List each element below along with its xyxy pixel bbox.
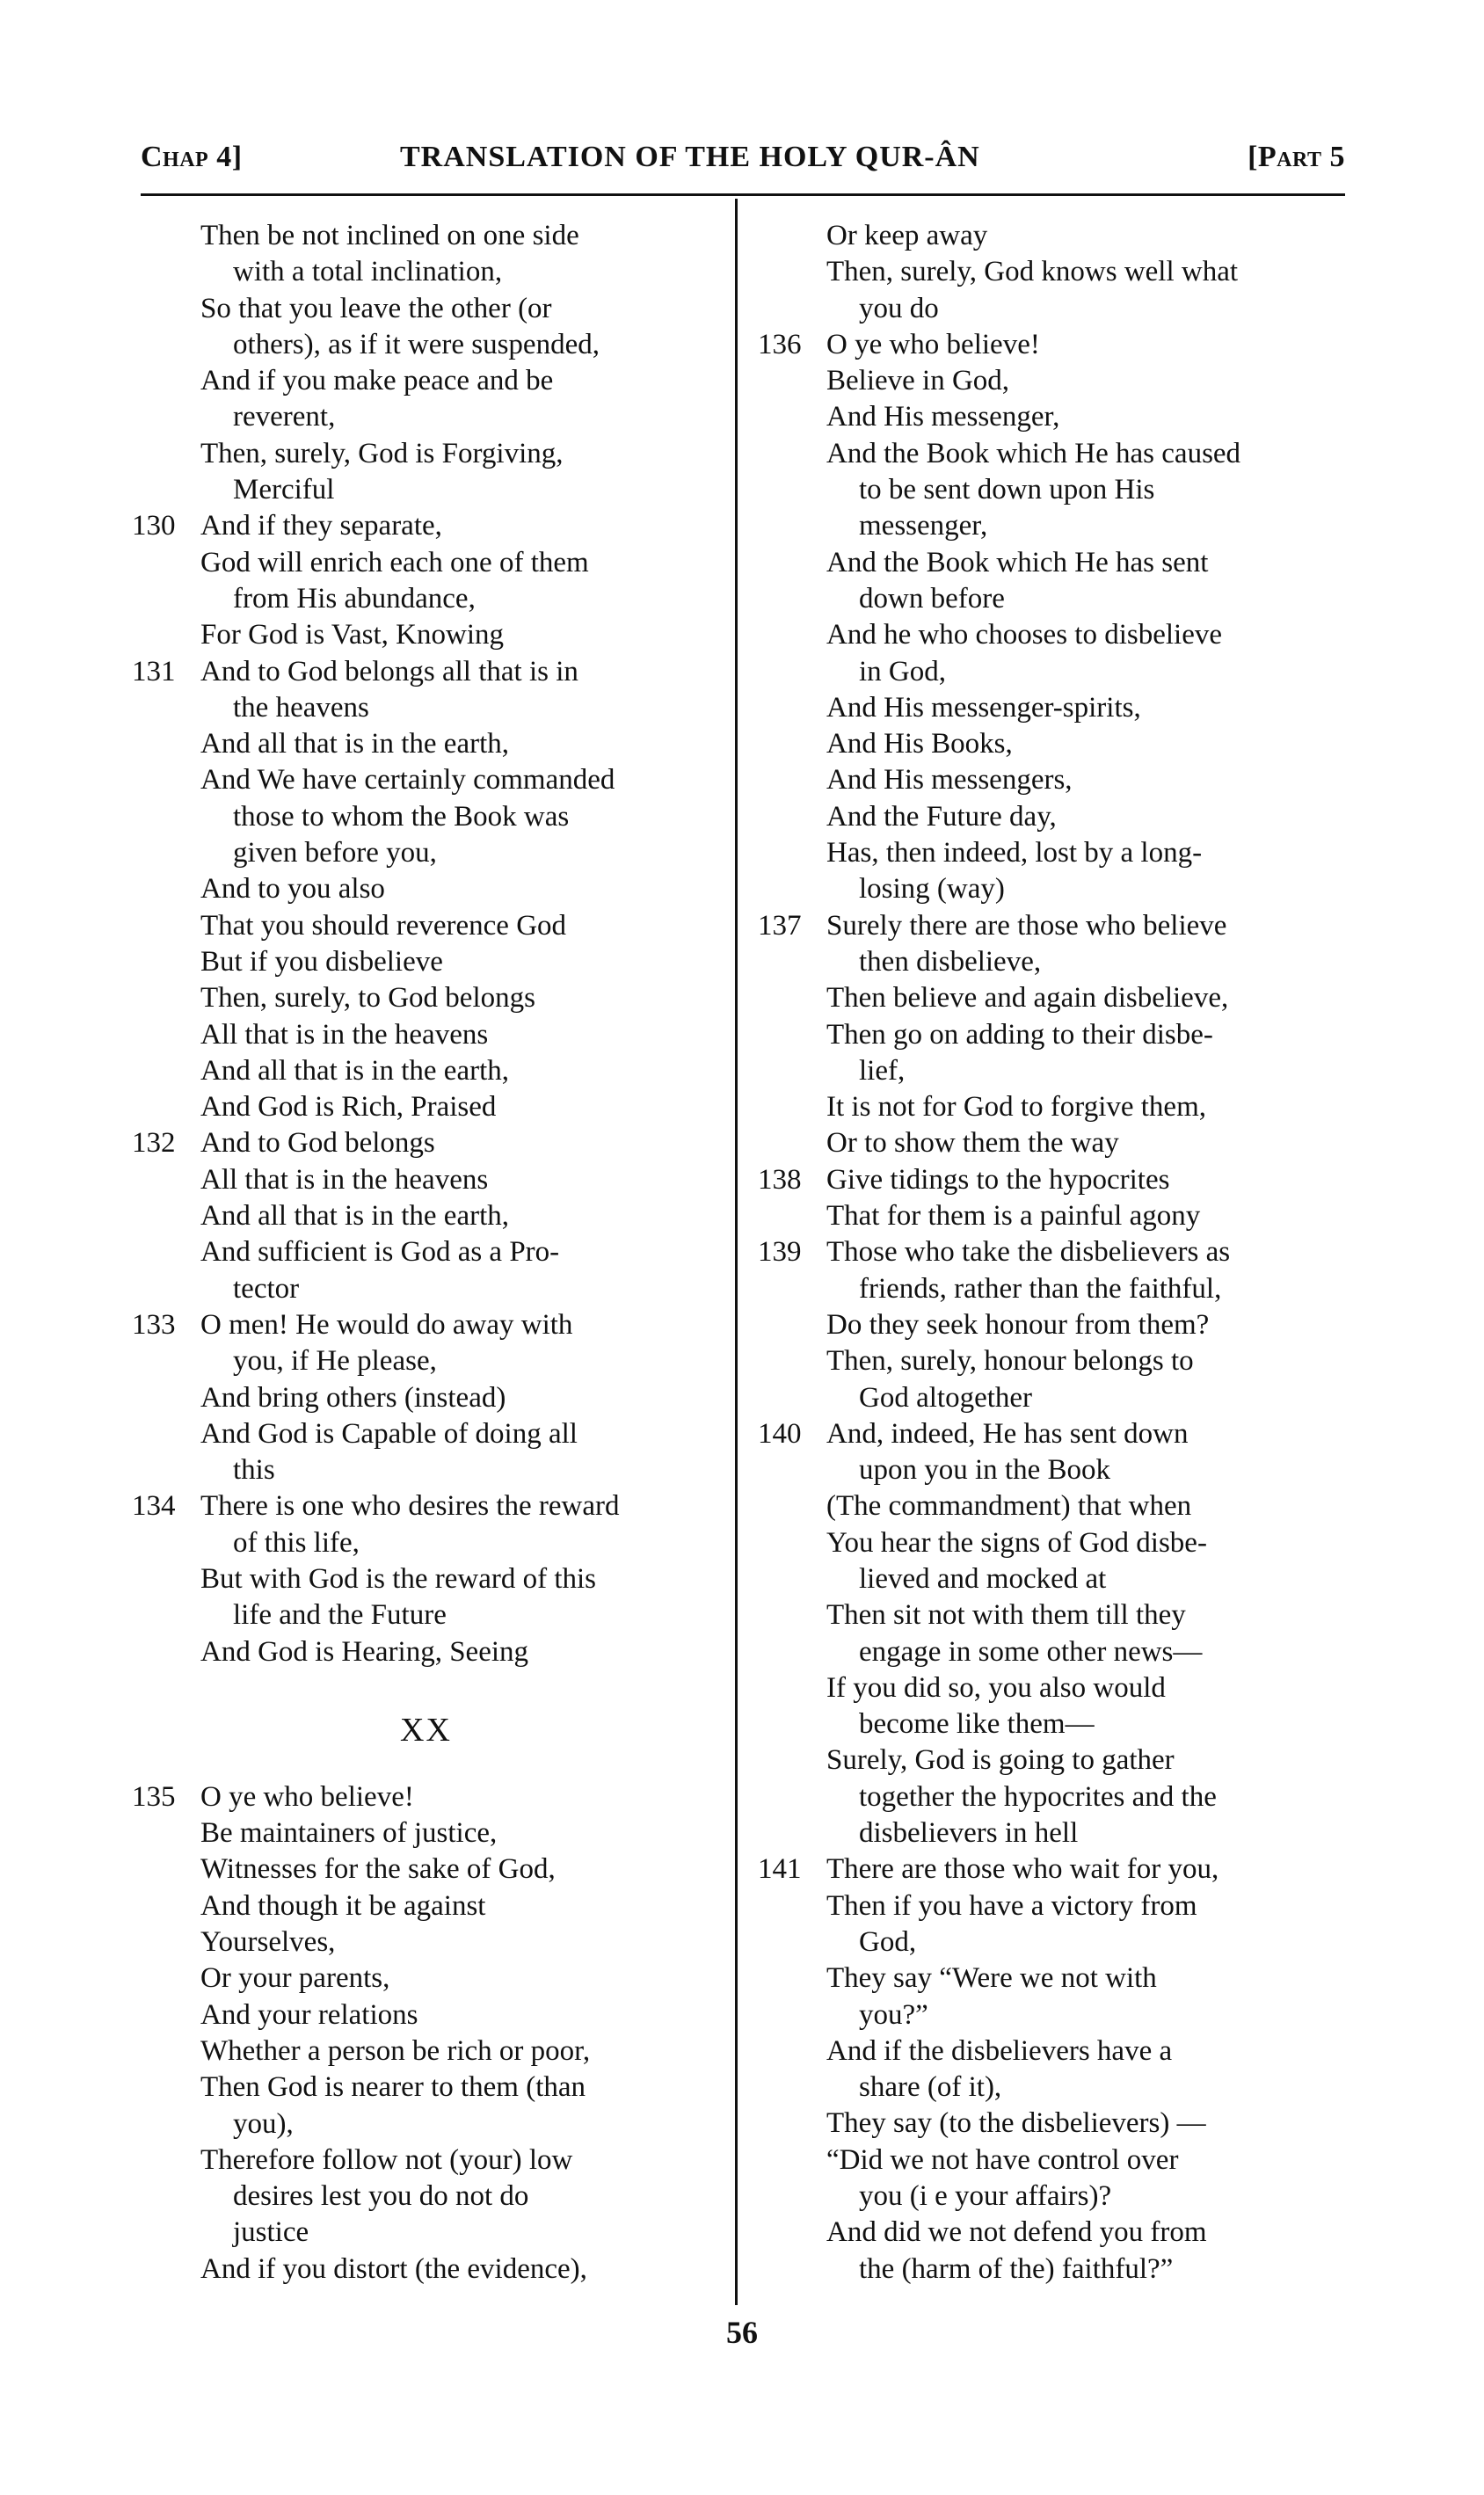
verse-line — [758, 1924, 1338, 1960]
verse-text: God will enrich each one of them — [200, 546, 589, 578]
verse-line — [758, 944, 1338, 980]
verse-line — [132, 908, 712, 944]
verse-line — [132, 690, 712, 726]
verse-line — [758, 2215, 1338, 2251]
verse-line — [132, 2179, 712, 2215]
verse-text: disbelievers in hell — [859, 1817, 1079, 1850]
verse-text: Give tidings to the hypocrites — [826, 1163, 1170, 1196]
verse-line — [758, 1380, 1338, 1416]
verse-line — [758, 545, 1338, 581]
verse-text: reverent, — [233, 401, 336, 433]
verse-text: That you should reverence God — [200, 909, 567, 942]
verse-line — [132, 1380, 712, 1416]
verse-text: God altogether — [859, 1381, 1033, 1414]
verse-text: life and the Future — [233, 1599, 447, 1632]
verse-line — [758, 1162, 1338, 1198]
verse-text: Or your parents, — [200, 1962, 390, 1995]
verse-line — [132, 545, 712, 581]
verse-text: (The commandment) that when — [826, 1490, 1192, 1523]
verse-line — [132, 654, 712, 690]
verse-text: Then, surely, to God belongs — [200, 982, 535, 1015]
verse-text: And God is Capable of doing all — [200, 1417, 578, 1450]
verse-line — [758, 2251, 1338, 2288]
right-column — [758, 218, 1338, 2288]
verse-text: And all that is in the earth, — [200, 1054, 509, 1087]
verse-line — [758, 2106, 1338, 2142]
section-heading-text: XX — [400, 1711, 452, 1749]
verse-text: Then be not inclined on one side — [200, 220, 579, 251]
verse-line — [132, 472, 712, 508]
verse-text: to be sent down upon His — [859, 474, 1155, 506]
verse-line — [132, 363, 712, 399]
verse-text: There is one who desires the reward — [200, 1490, 620, 1523]
verse-text: with a total inclination, — [233, 256, 503, 288]
verse-text: But with God is the reward of this — [200, 1562, 597, 1595]
verse-line — [132, 508, 712, 544]
verse-line — [758, 291, 1338, 327]
verse-line — [758, 690, 1338, 726]
verse-text: you?” — [859, 1998, 928, 2031]
verse-text: those to whom the Book was — [233, 800, 570, 833]
verse-line — [758, 617, 1338, 653]
verse-number: 134 — [132, 1490, 176, 1523]
verse-number: 138 — [758, 1163, 802, 1196]
verse-line — [758, 799, 1338, 835]
verse-text: “Did we not have control over — [826, 2143, 1179, 2176]
verse-line — [132, 254, 712, 290]
verse-text: And all that is in the earth, — [200, 728, 509, 760]
verse-line — [758, 327, 1338, 363]
verse-line — [132, 1888, 712, 1924]
verse-text: And to God belongs — [200, 1127, 435, 1160]
verse-text: tector — [233, 1272, 300, 1305]
verse-text: And His messenger, — [826, 401, 1060, 433]
verse-text: But if you disbelieve — [200, 945, 443, 978]
verse-line — [758, 980, 1338, 1016]
verse-text: And His messengers, — [826, 764, 1073, 797]
verse-line — [758, 1779, 1338, 1815]
verse-text: Then, surely, honour belongs to — [826, 1345, 1194, 1378]
verse-text: And bring others (instead) — [200, 1381, 506, 1414]
verse-line — [758, 762, 1338, 798]
running-header — [141, 141, 1345, 176]
section-heading — [132, 1670, 712, 1779]
verse-line — [758, 436, 1338, 472]
verse-line — [132, 2215, 712, 2251]
verse-text: They say “Were we not with — [826, 1962, 1157, 1995]
verse-text: Or to show them the way — [826, 1127, 1119, 1160]
verse-text: in God, — [859, 655, 946, 687]
verse-line — [132, 2069, 712, 2106]
verse-text: Then believe and again disbelieve, — [826, 982, 1229, 1015]
verse-text: All that is in the heavens — [200, 1163, 489, 1196]
verse-text: become like them— — [859, 1708, 1095, 1741]
verse-line — [132, 799, 712, 835]
verse-line — [758, 218, 1338, 254]
verse-line — [758, 1271, 1338, 1307]
verse-line — [132, 1779, 712, 1815]
verse-text: And your relations — [200, 1998, 418, 2031]
verse-line — [132, 1851, 712, 1888]
verse-line — [758, 1597, 1338, 1633]
verse-line — [758, 1234, 1338, 1270]
verse-text: For God is Vast, Knowing — [200, 619, 505, 651]
verse-number: 141 — [758, 1853, 802, 1886]
verse-text: together the hypocrites and the — [859, 1780, 1217, 1813]
verse-line — [132, 726, 712, 762]
verse-text: Surely, God is going to gather — [826, 1744, 1175, 1777]
verse-line — [132, 1452, 712, 1488]
verse-text: messenger, — [859, 510, 988, 542]
verse-text: share (of it), — [859, 2071, 1002, 2104]
verse-line — [758, 2142, 1338, 2179]
header-rule — [141, 193, 1345, 196]
verse-line — [132, 1597, 712, 1633]
verse-line — [132, 1416, 712, 1452]
verse-text: Therefore follow not (your) low — [200, 2143, 573, 2176]
verse-line — [132, 1053, 712, 1089]
verse-text: Surely there are those who believe — [826, 909, 1227, 942]
verse-text: O ye who believe! — [826, 328, 1040, 360]
verse-line — [132, 1815, 712, 1851]
verse-text: losing (way) — [859, 873, 1005, 906]
verse-text: All that is in the heavens — [200, 1018, 489, 1051]
left-column — [132, 218, 712, 2288]
verse-line — [132, 1634, 712, 1670]
verse-line — [758, 1089, 1338, 1125]
verse-line — [758, 835, 1338, 871]
verse-line — [758, 1125, 1338, 1161]
verse-line — [758, 1997, 1338, 2033]
verse-text: O ye who believe! — [200, 1780, 414, 1813]
verse-text: Then, surely, God is Forgiving, — [200, 437, 564, 469]
verse-text: And the Book which He has sent — [826, 546, 1209, 578]
part-label: [Part 5 — [1248, 141, 1345, 173]
verse-text: So that you leave the other (or — [200, 292, 552, 324]
verse-text: desires lest you do not do — [233, 2180, 529, 2213]
verse-text: then disbelieve, — [859, 945, 1042, 978]
verse-line — [758, 399, 1338, 435]
verse-text: Witnesses for the sake of God, — [200, 1853, 556, 1886]
verse-text: And if the disbelievers have a — [826, 2034, 1173, 2067]
verse-number: 139 — [758, 1236, 802, 1269]
verse-text: Has, then indeed, lost by a long- — [826, 837, 1203, 869]
verse-line — [132, 2142, 712, 2179]
verse-line — [132, 871, 712, 907]
verse-text: And God is Hearing, Seeing — [200, 1635, 529, 1668]
verse-line — [758, 2179, 1338, 2215]
verse-text: the (harm of the) faithful?” — [859, 2252, 1174, 2285]
verse-line — [758, 726, 1338, 762]
verse-text: you (i e your affairs)? — [859, 2180, 1112, 2213]
verse-line — [132, 1198, 712, 1234]
verse-line — [132, 1488, 712, 1524]
verse-text: And, indeed, He has sent down — [826, 1417, 1189, 1450]
verse-text: Do they seek honour from them? — [826, 1308, 1210, 1341]
verse-text: Yourselves, — [200, 1926, 336, 1959]
verse-line — [758, 1488, 1338, 1524]
verse-text: justice — [233, 2216, 309, 2249]
verse-line — [132, 835, 712, 871]
verse-text: Or keep away — [826, 220, 988, 251]
verse-text: You hear the signs of God disbe- — [826, 1526, 1207, 1559]
page-number: 56 — [726, 2315, 758, 2350]
verse-number: 140 — [758, 1417, 802, 1450]
verse-line — [132, 218, 712, 254]
verse-text: engage in some other news— — [859, 1635, 1203, 1668]
verse-number: 133 — [132, 1308, 176, 1341]
verse-text: others), as if it were suspended, — [233, 328, 600, 360]
verse-line — [758, 1307, 1338, 1343]
verse-line — [758, 1416, 1338, 1452]
verse-number: 131 — [132, 655, 176, 687]
verse-line — [132, 2251, 712, 2288]
verse-line — [132, 1561, 712, 1597]
verse-text: this — [233, 1454, 275, 1487]
verse-number: 137 — [758, 909, 802, 942]
verse-number: 130 — [132, 510, 176, 542]
verse-text: O men! He would do away with — [200, 1308, 573, 1341]
verse-text: And to God belongs all that is in — [200, 655, 578, 687]
verse-text: It is not for God to forgive them, — [826, 1091, 1206, 1124]
verse-line — [132, 399, 712, 435]
verse-text: And His messenger-spirits, — [826, 691, 1141, 724]
verse-line — [758, 508, 1338, 544]
verse-line — [758, 2033, 1338, 2069]
book-title: TRANSLATION OF THE HOLY QUR-ÂN — [400, 141, 980, 173]
verse-number: 136 — [758, 328, 802, 360]
verse-line — [758, 254, 1338, 290]
verse-text: If you did so, you also would — [826, 1671, 1166, 1704]
verse-text: lieved and mocked at — [859, 1562, 1107, 1595]
verse-line — [132, 762, 712, 798]
verse-text: And all that is in the earth, — [200, 1200, 509, 1233]
verse-line — [758, 654, 1338, 690]
verse-text: Then if you have a victory from — [826, 1889, 1197, 1922]
verse-line — [132, 1125, 712, 1161]
verse-line — [132, 1234, 712, 1270]
verse-line — [132, 581, 712, 617]
verse-text: And His Books, — [826, 728, 1013, 760]
verse-line — [758, 1634, 1338, 1670]
verse-line — [758, 363, 1338, 399]
verse-text: And the Future day, — [826, 800, 1057, 833]
verse-text: down before — [859, 582, 1005, 615]
verse-line — [132, 617, 712, 653]
verse-text: And he who chooses to disbelieve — [826, 619, 1222, 651]
verse-line — [132, 1271, 712, 1307]
verse-line — [132, 1017, 712, 1053]
verse-line — [758, 472, 1338, 508]
verse-line — [758, 1851, 1338, 1888]
verse-line — [758, 871, 1338, 907]
verse-text: And sufficient is God as a Pro- — [200, 1236, 560, 1269]
verse-line — [758, 1343, 1338, 1379]
verse-text: friends, rather than the faithful, — [859, 1272, 1222, 1305]
verse-text: Be maintainers of justice, — [200, 1817, 498, 1850]
verse-text: And did we not defend you from — [826, 2216, 1207, 2249]
verse-text: Then sit not with them till they — [826, 1599, 1186, 1632]
verse-text: And though it be against — [200, 1889, 486, 1922]
verse-text: And to you also — [200, 873, 385, 906]
verse-line — [132, 1924, 712, 1960]
verse-text: That for them is a painful agony — [826, 1200, 1201, 1233]
verse-line — [132, 1089, 712, 1125]
verse-text: And God is Rich, Praised — [200, 1091, 497, 1124]
verse-text: Then, surely, God knows well what — [826, 256, 1239, 288]
verse-line — [758, 1053, 1338, 1089]
verse-text: Merciful — [233, 474, 335, 506]
verse-line — [758, 1561, 1338, 1597]
verse-text: There are those who wait for you, — [826, 1853, 1219, 1886]
verse-line — [758, 2069, 1338, 2106]
column-divider — [735, 199, 738, 2305]
verse-line — [132, 291, 712, 327]
verse-line — [132, 436, 712, 472]
verse-line — [132, 1343, 712, 1379]
verse-line — [758, 1815, 1338, 1851]
verse-text: you), — [233, 2107, 294, 2140]
verse-line — [132, 944, 712, 980]
verse-line — [132, 1307, 712, 1343]
verse-line — [132, 980, 712, 1016]
verse-text: upon you in the Book — [859, 1454, 1110, 1487]
verse-line — [132, 1997, 712, 2033]
verse-text: Then go on adding to their disbe- — [826, 1018, 1213, 1051]
verse-line — [758, 1888, 1338, 1924]
verse-number: 135 — [132, 1780, 176, 1813]
verse-text: They say (to the disbelievers) — — [826, 2107, 1206, 2140]
verse-line — [132, 327, 712, 363]
verse-text: you, if He please, — [233, 1345, 437, 1378]
verse-line — [758, 1706, 1338, 1742]
verse-line — [132, 1525, 712, 1561]
verse-line — [758, 1670, 1338, 1706]
verse-text: the heavens — [233, 691, 369, 724]
verse-number: 132 — [132, 1127, 176, 1160]
verse-line — [758, 1525, 1338, 1561]
verse-text: And if you distort (the evidence), — [200, 2252, 587, 2285]
verse-text: And the Book which He has caused — [826, 437, 1241, 469]
verse-line — [132, 2033, 712, 2069]
verse-text: given before you, — [233, 837, 437, 869]
verse-text: God, — [859, 1925, 917, 1958]
verse-text: lief, — [859, 1054, 906, 1087]
verse-line — [758, 1198, 1338, 1234]
verse-line — [132, 2106, 712, 2142]
chapter-label: Chap 4] — [141, 141, 243, 173]
verse-text: And We have certainly commanded — [200, 764, 615, 797]
verse-line — [132, 1162, 712, 1198]
verse-text: Then God is nearer to them (than — [200, 2071, 586, 2104]
verse-text: from His abundance, — [233, 582, 476, 615]
verse-text: Whether a person be rich or poor, — [200, 2034, 591, 2067]
verse-text: And if you make peace and be — [200, 365, 554, 397]
verse-line — [132, 1960, 712, 1997]
verse-line — [758, 581, 1338, 617]
verse-text: Believe in God, — [826, 365, 1010, 397]
verse-text: you do — [859, 292, 939, 324]
verse-line — [758, 908, 1338, 944]
verse-text: And if they separate, — [200, 510, 442, 542]
verse-text: Those who take the disbelievers as — [826, 1236, 1231, 1269]
verse-text: of this life, — [233, 1526, 360, 1559]
verse-line — [758, 1452, 1338, 1488]
verse-line — [758, 1017, 1338, 1053]
verse-line — [758, 1960, 1338, 1997]
verse-line — [758, 1742, 1338, 1779]
